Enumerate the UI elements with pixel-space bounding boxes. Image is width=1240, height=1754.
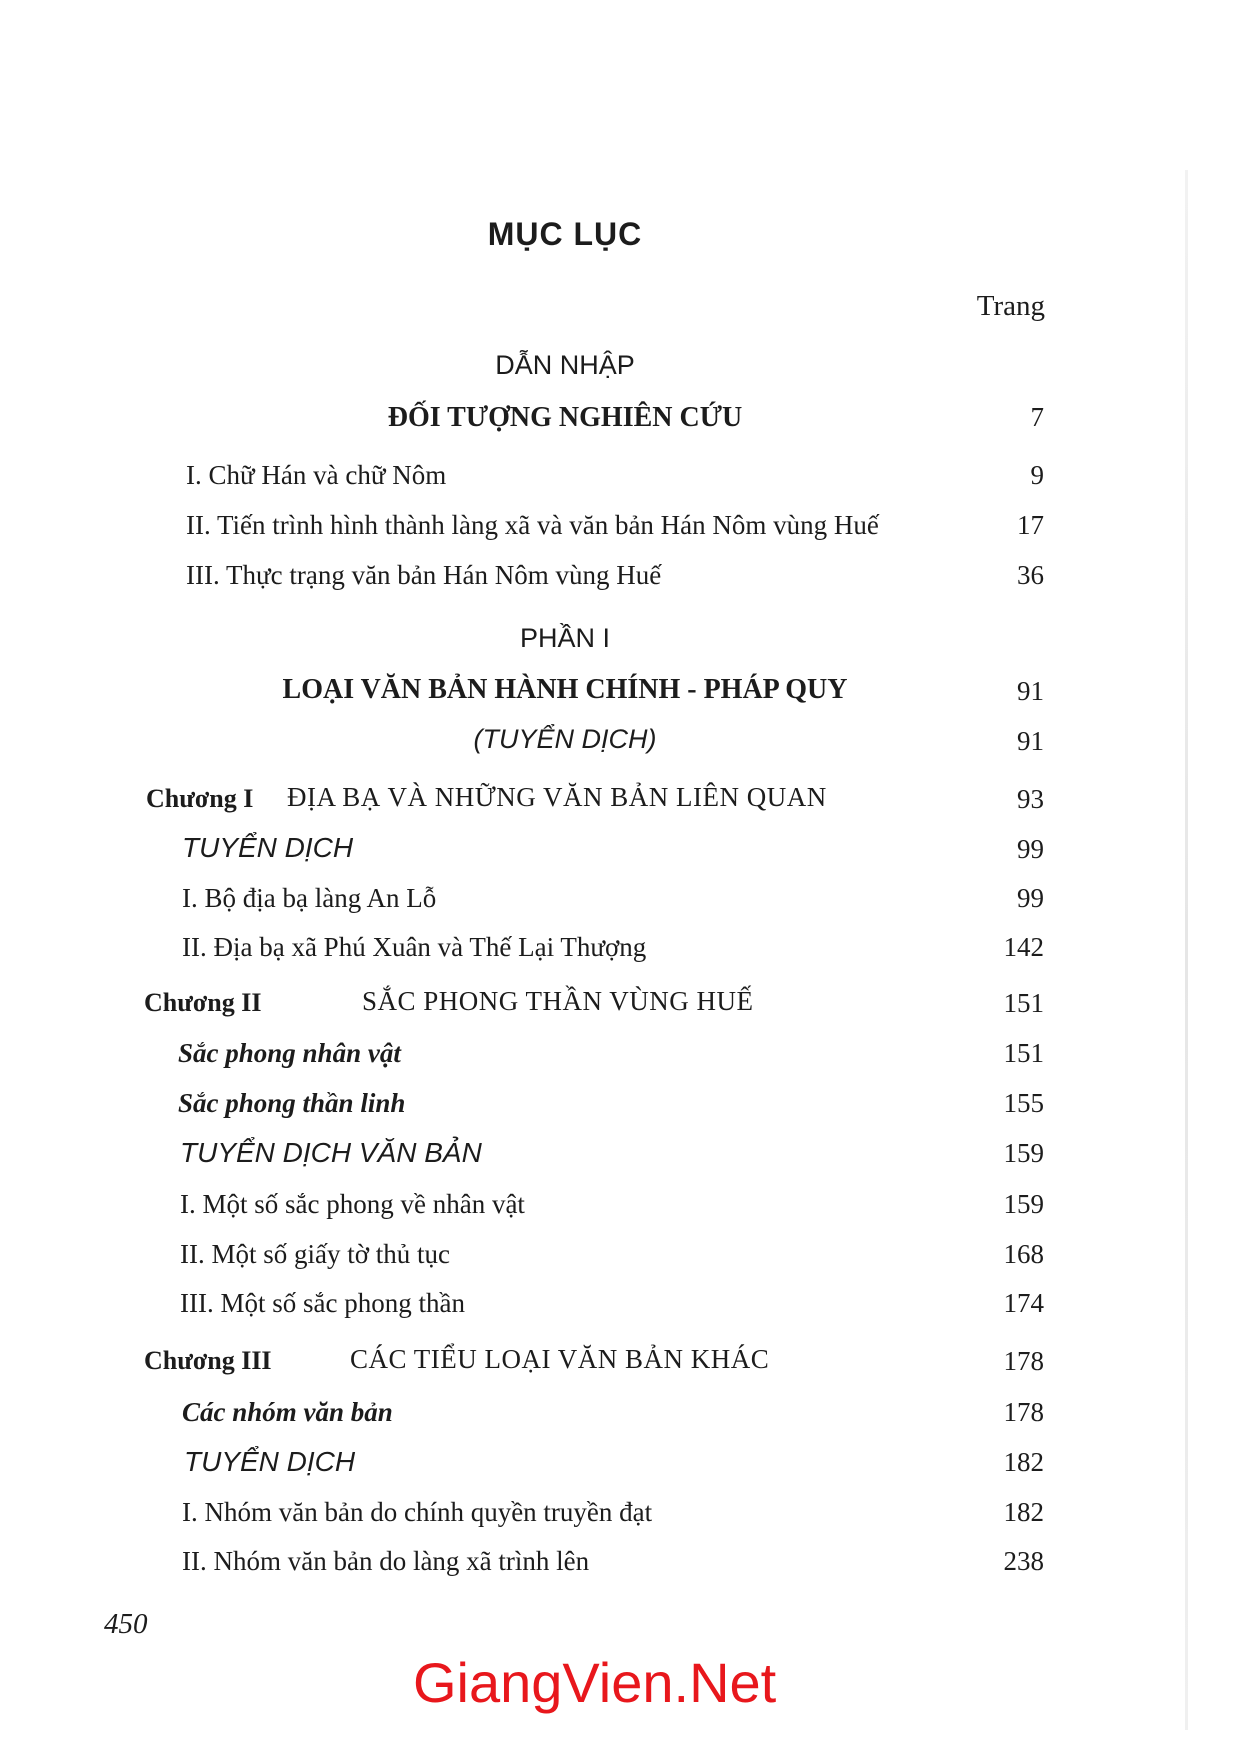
toc-entry-page: 99 (1017, 883, 1044, 913)
topic-page: 151 (1003, 1038, 1044, 1068)
toc-entry-page: 17 (1017, 510, 1044, 540)
topic-heading: Sắc phong thần linh (178, 1088, 406, 1118)
part-label: PHẦN I (519, 623, 611, 653)
section-heading: TUYỂN DỊCH (184, 1446, 356, 1477)
intro-label: DẪN NHẬP (495, 350, 635, 380)
topic-page: 155 (1003, 1088, 1044, 1118)
chapter-title: CÁC TIỂU LOẠI VĂN BẢN KHÁC (350, 1344, 770, 1374)
toc-entry-text: II. Địa bạ xã Phú Xuân và Thế Lại Thượng (182, 932, 647, 962)
part-heading-page: 91 (1017, 676, 1044, 706)
section-page: 182 (1003, 1447, 1044, 1477)
chapter-page: 151 (1003, 988, 1044, 1018)
toc-entry-page: 238 (1003, 1546, 1044, 1576)
watermark: GiangVien.Net (413, 1651, 777, 1714)
toc-entry-text: I. Bộ địa bạ làng An Lỗ (182, 883, 437, 913)
toc-entry-page: 182 (1003, 1497, 1044, 1527)
page-edge-shadow (1185, 170, 1188, 1730)
toc-entry-text: III. Một số sắc phong thần (180, 1288, 465, 1318)
section-page: 99 (1017, 834, 1044, 864)
toc-entry-text: I. Một số sắc phong về nhân vật (180, 1189, 525, 1219)
toc-entry-text: I. Nhóm văn bản do chính quyền truyền đạt (182, 1497, 653, 1527)
toc-entry-page: 142 (1003, 932, 1044, 962)
toc-entry-text: II. Tiến trình hình thành làng xã và văn bản Hán Nôm vùng Huế (186, 510, 879, 540)
toc-entry-text: II. Nhóm văn bản do làng xã trình lên (182, 1546, 590, 1576)
page-number: 450 (104, 1608, 148, 1640)
part-subheading: (TUYỂN DỊCH) (473, 724, 657, 754)
intro-heading-page: 7 (1030, 402, 1044, 432)
section-heading: TUYỂN DỊCH VĂN BẢN (180, 1137, 482, 1168)
toc-entry-text: I. Chữ Hán và chữ Nôm (186, 460, 447, 490)
topic-page: 178 (1003, 1397, 1044, 1427)
toc-entry-page: 174 (1003, 1288, 1044, 1318)
chapter-label: Chương I (146, 784, 254, 813)
part-subheading-page: 91 (1017, 726, 1044, 756)
intro-heading: ĐỐI TƯỢNG NGHIÊN CỨU (387, 402, 743, 433)
toc-entry-text: III. Thực trạng văn bản Hán Nôm vùng Huế (186, 560, 662, 590)
toc-entry-text: II. Một số giấy tờ thủ tục (180, 1239, 450, 1269)
chapter-label: Chương III (144, 1346, 272, 1375)
section-heading: TUYỂN DỊCH (182, 832, 354, 863)
topic-heading: Sắc phong nhân vật (178, 1038, 401, 1068)
chapter-title: ĐỊA BẠ VÀ NHỮNG VĂN BẢN LIÊN QUAN (287, 782, 827, 812)
toc-entry-page: 159 (1003, 1189, 1044, 1219)
section-page: 159 (1003, 1138, 1044, 1168)
chapter-title: SẮC PHONG THẦN VÙNG HUẾ (362, 986, 754, 1016)
chapter-page: 93 (1017, 784, 1044, 814)
toc-entry-page: 9 (1030, 460, 1044, 490)
part-heading: LOẠI VĂN BẢN HÀNH CHÍNH - PHÁP QUY (282, 674, 848, 705)
chapter-label: Chương II (144, 988, 262, 1017)
toc-entry-page: 168 (1003, 1239, 1044, 1269)
page-title: MỤC LỤC (487, 216, 643, 252)
toc-entry-page: 36 (1017, 560, 1044, 590)
topic-heading: Các nhóm văn bản (182, 1397, 393, 1427)
chapter-page: 178 (1003, 1346, 1044, 1376)
page-column-label: Trang (976, 290, 1045, 322)
